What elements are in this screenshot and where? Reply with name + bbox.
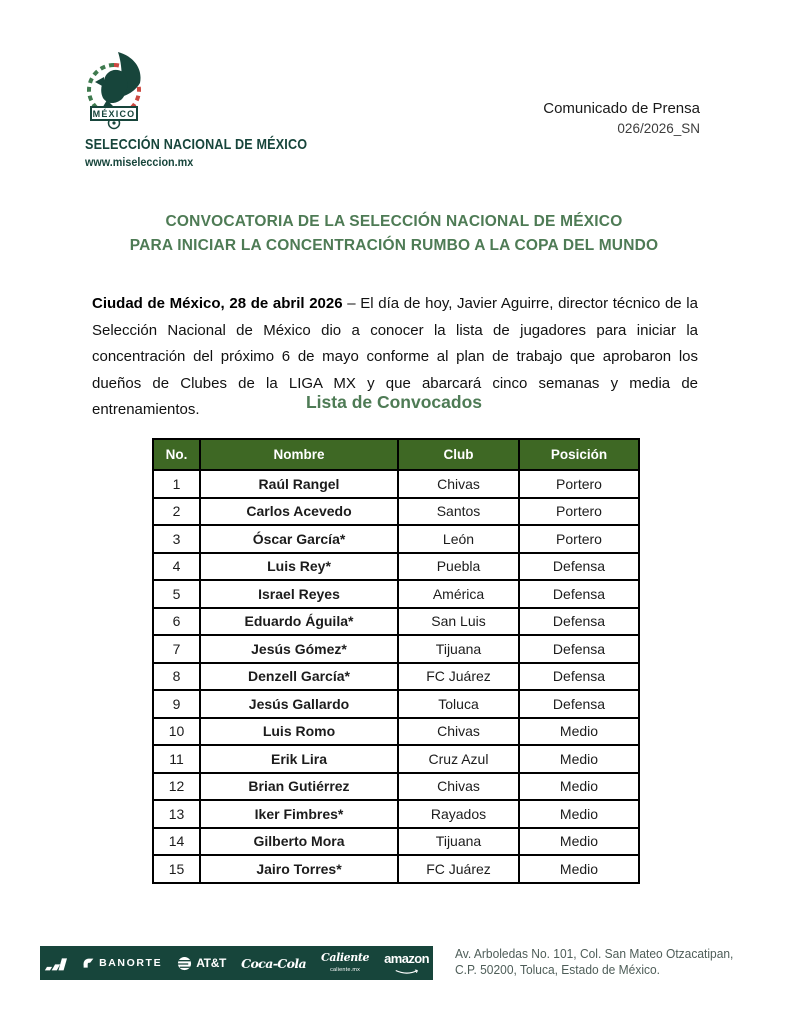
cell-club: Chivas: [398, 718, 519, 746]
table-row: [153, 800, 639, 828]
address-block: [455, 946, 743, 978]
adidas-logo-icon: [44, 955, 67, 972]
cell-club: Chivas: [398, 470, 519, 498]
address-line-1: Av. Arboledas No. 101, Col. San Mateo Otzacatipan,: [455, 947, 734, 961]
cell-no: 10: [153, 718, 200, 746]
table-row: [153, 745, 639, 773]
cell-posicion: Medio: [519, 745, 639, 773]
sponsor-adidas: [44, 955, 67, 972]
paragraph-text: – El día de hoy, Javier Aguirre, director técnico de la Selección Nacional de México dio a conocer la lista de jugadores para iniciar la concentración del próximo 6 de mayo conforme al plan de trabajo que aprobaron los dueños de Clubes de la LIGA MX y que abarcará cinco semanas y media de entrenamientos.: [92, 295, 698, 418]
cell-club: León: [398, 525, 519, 553]
cell-no: 6: [153, 608, 200, 636]
cell-club: Toluca: [398, 690, 519, 718]
cell-no: 4: [153, 553, 200, 581]
cell-no: 9: [153, 690, 200, 718]
cell-posicion: Defensa: [519, 553, 639, 581]
cell-nombre: Jairo Torres*: [200, 855, 398, 883]
cell-posicion: Medio: [519, 718, 639, 746]
column-header-club: Club: [398, 439, 519, 470]
cell-posicion: Defensa: [519, 635, 639, 663]
document-title: [0, 210, 788, 258]
cell-posicion: Medio: [519, 828, 639, 856]
banorte-logo-icon: [82, 957, 95, 970]
table-row: [153, 718, 639, 746]
table-row: [153, 828, 639, 856]
cell-posicion: Defensa: [519, 663, 639, 691]
table-row: [153, 470, 639, 498]
cell-club: Santos: [398, 498, 519, 526]
cell-posicion: Medio: [519, 773, 639, 801]
sponsor-amazon: [384, 952, 429, 975]
column-header-no: No.: [153, 439, 200, 470]
badge-label: MÉXICO: [92, 109, 136, 119]
att-globe-icon: [177, 956, 192, 971]
cocacola-wordmark: Coca-Cola: [241, 955, 307, 971]
table-row: [153, 525, 639, 553]
table-row: [153, 608, 639, 636]
table-row: [153, 855, 639, 883]
cell-posicion: Portero: [519, 525, 639, 553]
cell-nombre: Carlos Acevedo: [200, 498, 398, 526]
cell-club: San Luis: [398, 608, 519, 636]
mexico-eagle-badge-icon: [84, 52, 150, 132]
cell-posicion: Defensa: [519, 580, 639, 608]
cell-no: 8: [153, 663, 200, 691]
sponsor-banorte: [82, 957, 162, 970]
table-header-row: [153, 439, 639, 470]
cell-club: Tijuana: [398, 635, 519, 663]
cell-no: 11: [153, 745, 200, 773]
cell-posicion: Portero: [519, 498, 639, 526]
cell-nombre: Luis Romo: [200, 718, 398, 746]
sponsor-bar: [40, 946, 433, 980]
cell-club: América: [398, 580, 519, 608]
roster-table-container: [152, 438, 638, 884]
address-line-2: C.P. 50200, Toluca, Estado de México.: [455, 963, 661, 977]
cell-no: 3: [153, 525, 200, 553]
cell-nombre: Denzell García*: [200, 663, 398, 691]
press-release-header: [543, 100, 700, 136]
caliente-wordmark: Caliente: [321, 951, 370, 965]
caliente-url: caliente.mx: [330, 967, 361, 974]
cell-club: Tijuana: [398, 828, 519, 856]
cell-nombre: Gilberto Mora: [200, 828, 398, 856]
sponsor-cocacola: [241, 956, 306, 971]
cell-no: 14: [153, 828, 200, 856]
sponsor-caliente: [321, 952, 369, 974]
cell-club: Cruz Azul: [398, 745, 519, 773]
cell-posicion: Portero: [519, 470, 639, 498]
column-header-nombre: Nombre: [200, 439, 398, 470]
cell-club: Puebla: [398, 553, 519, 581]
cell-nombre: Raúl Rangel: [200, 470, 398, 498]
cell-club: FC Juárez: [398, 855, 519, 883]
att-wordmark: AT&T: [196, 956, 227, 970]
cell-nombre: Óscar García*: [200, 525, 398, 553]
brand-website: www.miseleccion.mx: [85, 155, 194, 169]
cell-no: 12: [153, 773, 200, 801]
cell-no: 7: [153, 635, 200, 663]
column-header-posicion: Posición: [519, 439, 639, 470]
cell-nombre: Erik Lira: [200, 745, 398, 773]
cell-nombre: Jesús Gómez*: [200, 635, 398, 663]
table-row: [153, 690, 639, 718]
cell-posicion: Medio: [519, 800, 639, 828]
table-row: [153, 498, 639, 526]
sponsor-att: [177, 956, 226, 971]
amazon-smile-icon: [390, 969, 424, 975]
cell-posicion: Defensa: [519, 608, 639, 636]
cell-nombre: Iker Fimbres*: [200, 800, 398, 828]
cell-club: Chivas: [398, 773, 519, 801]
brand-name: SELECCIÓN NACIONAL DE MÉXICO: [85, 136, 308, 153]
amazon-wordmark: amazon: [384, 950, 429, 966]
dateline: Ciudad de México, 28 de abril 2026: [92, 295, 343, 312]
table-row: [153, 635, 639, 663]
press-release-number: 026/2026_SN: [617, 121, 700, 136]
table-row: [153, 663, 639, 691]
cell-no: 15: [153, 855, 200, 883]
table-row: [153, 773, 639, 801]
cell-posicion: Medio: [519, 855, 639, 883]
fmf-crest-logo: [84, 52, 150, 132]
cell-no: 5: [153, 580, 200, 608]
convocados-table: [152, 438, 640, 884]
table-row: [153, 580, 639, 608]
cell-no: 13: [153, 800, 200, 828]
cell-no: 1: [153, 470, 200, 498]
cell-nombre: Luis Rey*: [200, 553, 398, 581]
list-heading: Lista de Convocados: [305, 392, 482, 412]
cell-nombre: Israel Reyes: [200, 580, 398, 608]
cell-nombre: Eduardo Águila*: [200, 608, 398, 636]
banorte-wordmark: BANORTE: [99, 957, 163, 969]
title-line-2: PARA INICIAR LA CONCENTRACIÓN RUMBO A LA COPA DEL MUNDO: [129, 237, 659, 254]
cell-nombre: Jesús Gallardo: [200, 690, 398, 718]
cell-posicion: Defensa: [519, 690, 639, 718]
cell-no: 2: [153, 498, 200, 526]
cell-club: Rayados: [398, 800, 519, 828]
press-release-label: Comunicado de Prensa: [543, 100, 700, 117]
title-line-1: CONVOCATORIA DE LA SELECCIÓN NACIONAL DE MÉXICO: [165, 213, 623, 230]
table-row: [153, 553, 639, 581]
cell-nombre: Brian Gutiérrez: [200, 773, 398, 801]
cell-club: FC Juárez: [398, 663, 519, 691]
